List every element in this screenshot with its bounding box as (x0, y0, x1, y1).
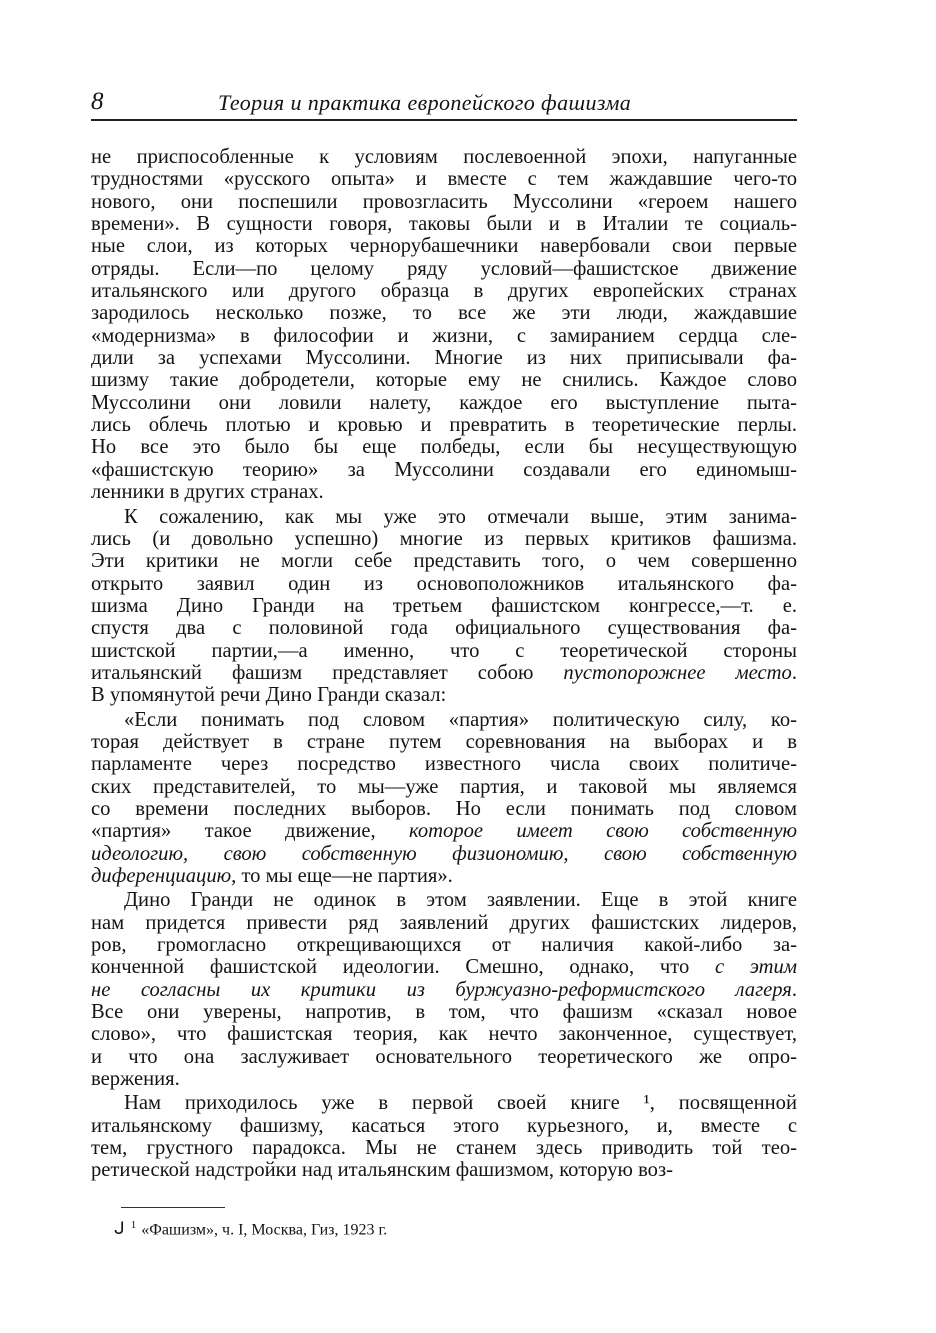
text-line: Эти критики не могли себе представить того, о чем совершенно (91, 550, 797, 573)
text-line: ских представителей, то мы—уже партия, и таковой мы являемся (91, 775, 797, 798)
footnote (114, 1219, 387, 1239)
italic-run: пустопорожнее место (563, 661, 792, 684)
text-line: итальянскому фашизму, касаться этого курьезного, и, вместе с (91, 1114, 797, 1137)
text-line: тем, грустного парадокса. Мы не станем здесь приводить той тео- (91, 1137, 797, 1160)
text-line: отряды. Если—по целому ряду условий—фашистское движение (91, 257, 797, 280)
text-line: ров, громогласно открещивающихся от наличия какой-либо за- (91, 934, 797, 957)
text-line: Муссолини они ловили налету, каждое его выступление пыта- (91, 391, 797, 414)
paragraph (91, 1092, 797, 1181)
text-line (91, 820, 797, 842)
text-line: спустя два с половиной года официального существования фа- (91, 617, 797, 640)
text-line: «модернизма» в философии и жизни, с замиранием сердца сле- (91, 324, 797, 347)
italic-run: не согласны их критики из буржуазно-реформистского лагеря (91, 978, 792, 1001)
italic-run: идеологию, свою собственную физиономию, свою собственную (91, 842, 797, 865)
text-run: «партия» такое движение, (91, 820, 410, 843)
text-line: парламенте через посредство известного числа своих политиче- (91, 753, 797, 776)
text-line (91, 979, 797, 1001)
text-run: итальянский фашизм представляет собою (91, 661, 564, 684)
page-number: 8 (91, 88, 104, 115)
text-line: зародилось несколько позже, то все же эти люди, жаждавшие (91, 302, 797, 325)
text-line: шистской партии,—а именно, что с теоретической стороны (91, 639, 797, 662)
text-line (91, 662, 797, 684)
footnote-text: «Фашизм», ч. I, Москва, Гиз, 1923 г. (141, 1221, 388, 1239)
text-line: времени». В сущности говоря, таковы были и в Италии те социаль- (91, 213, 797, 236)
paragraph (91, 146, 797, 504)
text-line: К сожалению, как мы уже это отмечали выше, этим занима- (124, 505, 797, 528)
paragraph (91, 889, 797, 1090)
text-line: Но все это было бы еще полбеды, если бы несуществующую (91, 436, 797, 459)
text-line: «фашистскую теорию» за Муссолини создавали его единомыш- (91, 458, 797, 481)
text-line: Дино Гранди не одинок в этом заявлении. Еще в этой книге (124, 889, 797, 912)
text-line: нового, они поспешили провозгласить Муссолини «героем нашего (91, 190, 797, 213)
text-line: шизму такие добродетели, которые ему не снились. Каждое слово (91, 369, 797, 392)
header-rule (91, 119, 797, 121)
text-line (91, 843, 797, 865)
text-line (91, 865, 797, 887)
text-line: и что она заслуживает основательного теоретического же опро- (91, 1045, 797, 1068)
italic-run: которое имеет свою собственную (409, 820, 797, 843)
text-line: трудностями «русского опыта» и вместе с тем жаждавшие чего-то (91, 168, 797, 191)
text-line: шизма Дино Гранди на третьем фашистском конгрессе,—т. е. (91, 594, 797, 617)
text-line: торая действует в стране путем соревнования на выборах и в (91, 730, 797, 753)
text-run: . (791, 978, 797, 1001)
text-line: ные слои, из которых чернорубашечники навербовали свои первые (91, 235, 797, 258)
text-line: итальянского или другого образца в других европейских странах (91, 280, 797, 303)
text-line: со времени последних выборов. Но если понимать под словом (91, 797, 797, 820)
text-run: то мы еще—не партия». (236, 865, 453, 887)
text-line: Все они уверены, напротив, в том, что фашизм «сказал новое (91, 1001, 797, 1024)
text-line: «Если понимать под словом «партия» политическую силу, ко- (124, 708, 797, 731)
body-text (91, 146, 797, 1184)
text-line: не приспособленные к условиям послевоенной эпохи, напуганные (91, 146, 797, 168)
text-line: дили за успехами Муссолини. Многие из них приписывали фа- (91, 347, 797, 370)
paragraph (91, 709, 797, 888)
text-line: открыто заявил один из основоположников итальянского фа- (91, 572, 797, 595)
text-line: нам придется привести ряд заявлений других фашистских лидеров, (91, 911, 797, 934)
text-line: ретической надстройки над итальянским фашизмом, которую воз- (91, 1159, 673, 1182)
text-line: вержения. (91, 1068, 180, 1091)
text-line: лись облечь плотью и кровью и превратить в теоретические перлы. (91, 414, 797, 437)
paragraph (91, 506, 797, 707)
text-line: ленники в других странах. (91, 481, 324, 504)
text-line: Нам приходилось уже в первой своей книге ¹, посвященной (124, 1092, 797, 1115)
italic-run: диференциацию, (91, 865, 237, 887)
text-line: лись (и довольно успешно) многие из первых критиков фашизма. (91, 527, 797, 550)
page-header (91, 84, 797, 120)
text-line (91, 956, 797, 978)
footnote-marker: ᒍ (114, 1219, 125, 1239)
text-line: В упомянутой речи Дино Гранди сказал: (91, 684, 447, 707)
text-run: конченной фашистской идеологии. Смешно, однако, что (91, 956, 715, 979)
footnote-number: 1 (130, 1219, 137, 1231)
text-run: . (791, 661, 797, 684)
italic-run: с этим (714, 956, 797, 979)
footnote-rule (121, 1207, 225, 1208)
running-title: Теория и практика европейского фашизма (218, 90, 632, 115)
text-line: слово», что фашистская теория, как нечто законченное, существует, (91, 1023, 797, 1046)
